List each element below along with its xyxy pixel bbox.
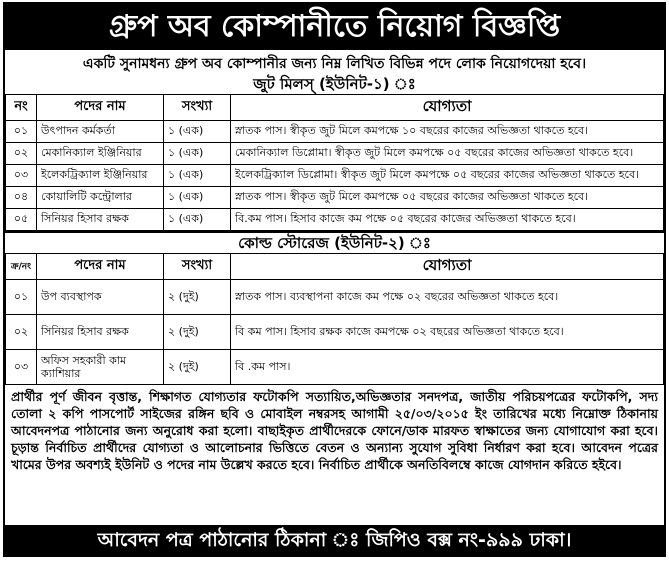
- row-count: ১ (এক): [164, 165, 231, 187]
- row-no: ০১: [6, 121, 37, 143]
- row-no: ০১: [6, 280, 37, 315]
- application-instructions: প্রার্থীর পূর্ণ জীবন বৃত্তান্ত, শিক্ষাগত যোগ্যতার ফটোকপি সত্যায়িত,অভিজ্ঞতার সনদপত্র, জাতীয় পরিচয়পত্রের ফটোকপি, সদ্য তোলা ২ কপি পাসপোর্ট সাইজের রঙ্গিন ছবি ও মোবাইল নম্বরসহ আগামী ২৫/০৩/২০১৫ ইং তারিখের মধ্যে নিম্নোক্ত ঠিকানায় আবেদনপত্র পাঠানোর জন্য অনুরোধ করা হলো। বাছাইকৃত প্রার্থীদেরকে ফোনে/ডাক মারফত স্বাক্ষাতের জন্য যোগাযোগ করা হবে। চূড়ান্ত নির্বাচিত প্রার্থীদের যোগ্যতা ও আলোচনার ভিত্তিতে বেতন ও অন্যান্য সুযোগ সুবিধা নির্ধারণ করা হবে। আবেদন পত্রের খামের উপর অবশ্যই ইউনিট ও পদের নাম উল্লেখ করতে হবে। নির্বাচিত প্রার্থীকে অনতিবিলম্বে কাজে যোগদান করিতে হইবে।: [11, 389, 658, 472]
- row-count: ১ (এক): [164, 143, 231, 165]
- row-count: ১ (এক): [164, 209, 231, 231]
- table-row: [6, 187, 664, 209]
- unit2-header-qualification: যোগ্যতা: [231, 254, 664, 280]
- row-count: ২ (দুই): [164, 315, 231, 350]
- row-post: কোয়ালিটি কন্ট্রোলার: [37, 187, 164, 209]
- table-row: [6, 121, 664, 143]
- row-no: ০৩: [6, 165, 37, 187]
- unit2-header-count: সংখ্যা: [164, 254, 231, 280]
- row-post: মেকানিক্যাল ইঞ্জিনিয়ার: [37, 143, 164, 165]
- ad-intro: একটি সুনামধন্য গ্রুপ অব কোম্পানীর জন্য নিম্ন লিখিত বিভিন্ন পদে লোক নিয়োগদেয়া হবে।: [82, 56, 587, 72]
- unit1-heading: জুট মিলস্‌ (ইউনিট-১) ঃ: [253, 75, 416, 93]
- row-no: ০৫: [6, 209, 37, 231]
- row-qualification: ইলেকট্রিক্যাল ডিপ্লোমা। স্বীকৃত জুট মিলে কমপক্ষে ০৫ বছরের কাজের অভিজ্ঞতা থাকতে হবে।: [231, 165, 664, 187]
- row-post: সিনিয়র হিসাব রক্ষক: [37, 315, 164, 350]
- job-advertisement: [3, 2, 666, 557]
- row-post: সিনিয়র হিসাব রক্ষক: [37, 209, 164, 231]
- row-qualification: স্নাতক পাস। স্বীকৃত জুট মিলে কমপক্ষে ১০ বছরের কাজের অভিজ্ঞতা থাকতে হবে।: [231, 121, 664, 143]
- unit1-header-no: নং: [6, 95, 37, 121]
- row-post: উপ ব্যবস্থাপক: [37, 280, 164, 315]
- unit2-heading: কোল্ড স্টোরেজ (ইউনিট-২) ঃ: [5, 231, 664, 253]
- row-no: ০৪: [6, 187, 37, 209]
- application-address: আবেদন পত্র পাঠানোর ঠিকানা ঃ জিপিও বক্স নং-৯৯৯ ঢাকা।: [5, 525, 664, 555]
- table-row: [6, 280, 664, 315]
- row-qualification: স্নাতক পাস। ব্যবস্থাপনা কাজে কম পক্ষে ০২ বছরের অভিজ্ঞতা থাকতে হবে।: [231, 280, 664, 315]
- unit1-header-count: সংখ্যা: [164, 95, 231, 121]
- row-no: ০২: [6, 143, 37, 165]
- row-count: ১ (এক): [164, 121, 231, 143]
- unit2-header-post: পদের নাম: [37, 254, 164, 280]
- row-no: ০২: [6, 315, 37, 350]
- unit1-table: [5, 94, 664, 231]
- row-qualification: বি.কম পাস। হিসাব কাজে কম পক্ষে ০৫ বছরের কাজের অভিজ্ঞতা থাকতে হবে।: [231, 209, 664, 231]
- row-count: ১ (এক): [164, 187, 231, 209]
- unit1-header-post: পদের নাম: [37, 95, 164, 121]
- unit1-header-qualification: যোগ্যতা: [231, 95, 664, 121]
- row-qualification: বি কম পাস। হিসাব রক্ষক কাজে কমপক্ষে ০২ বছরের অভিজ্ঞতা থাকতে হবে।: [231, 315, 664, 350]
- row-count: ২ (দুই): [164, 280, 231, 315]
- table-row: [6, 209, 664, 231]
- row-no: ০৩: [6, 350, 37, 385]
- row-count: ২ (দুই): [164, 350, 231, 385]
- row-post: অফিস সহকারী কাম ক্যাশিয়ার: [37, 350, 164, 385]
- unit2-header-no: ক্র/নং: [6, 254, 37, 280]
- row-qualification: বি .কম পাস।: [231, 350, 664, 385]
- row-qualification: স্নাতক পাস। স্বীকৃত জুট মিলে কমপক্ষে ০৫ বছরের কাজের অভিজ্ঞতা থাকতে হবে।: [231, 187, 664, 209]
- row-qualification: মেকানিক্যাল ডিপ্লোমা। স্বীকৃত জুট মিলে কমপক্ষে ০৫ বছরের কাজের অভিজ্ঞতা থাকতে হবে।: [231, 143, 664, 165]
- row-post: উৎপাদন কর্মকর্তা: [37, 121, 164, 143]
- unit2-table: [5, 253, 664, 385]
- table-row: [6, 165, 664, 187]
- table-row: [6, 350, 664, 385]
- row-post: ইলেকট্রিক্যাল ইঞ্জিনিয়ার: [37, 165, 164, 187]
- ad-title: গ্রুপ অব কোম্পানীতে নিয়োগ বিজ্ঞপ্তি: [5, 4, 664, 50]
- table-row: [6, 315, 664, 350]
- table-row: [6, 143, 664, 165]
